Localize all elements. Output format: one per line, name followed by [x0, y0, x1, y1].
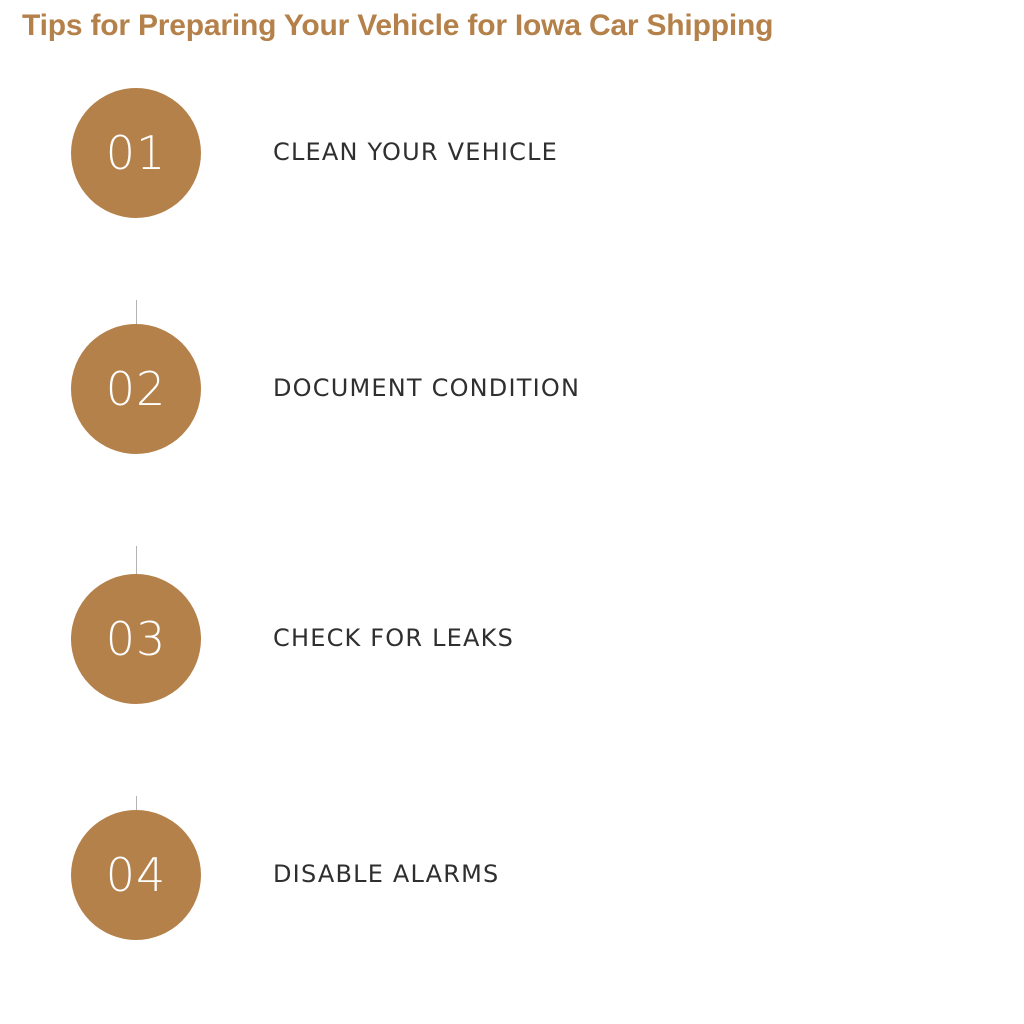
list-item: [0, 88, 1024, 218]
list-item: [0, 574, 1024, 704]
step-label: CHECK FOR LEAKS: [273, 624, 515, 652]
step-badge: [71, 574, 201, 704]
step-label: DISABLE ALARMS: [273, 860, 500, 888]
step-badge: [71, 810, 201, 940]
step-number: 02: [105, 362, 167, 416]
step-number: 01: [105, 126, 167, 180]
step-badge: [71, 324, 201, 454]
step-badge: [71, 88, 201, 218]
list-item: [0, 810, 1024, 940]
step-number: 03: [105, 612, 167, 666]
step-number: 04: [105, 848, 167, 902]
list-item: [0, 324, 1024, 454]
step-label: CLEAN YOUR VEHICLE: [273, 138, 559, 166]
page-title: Tips for Preparing Your Vehicle for Iowa Car Shipping: [22, 9, 774, 42]
step-label: DOCUMENT CONDITION: [273, 374, 581, 402]
steps-list: [0, 88, 1024, 958]
